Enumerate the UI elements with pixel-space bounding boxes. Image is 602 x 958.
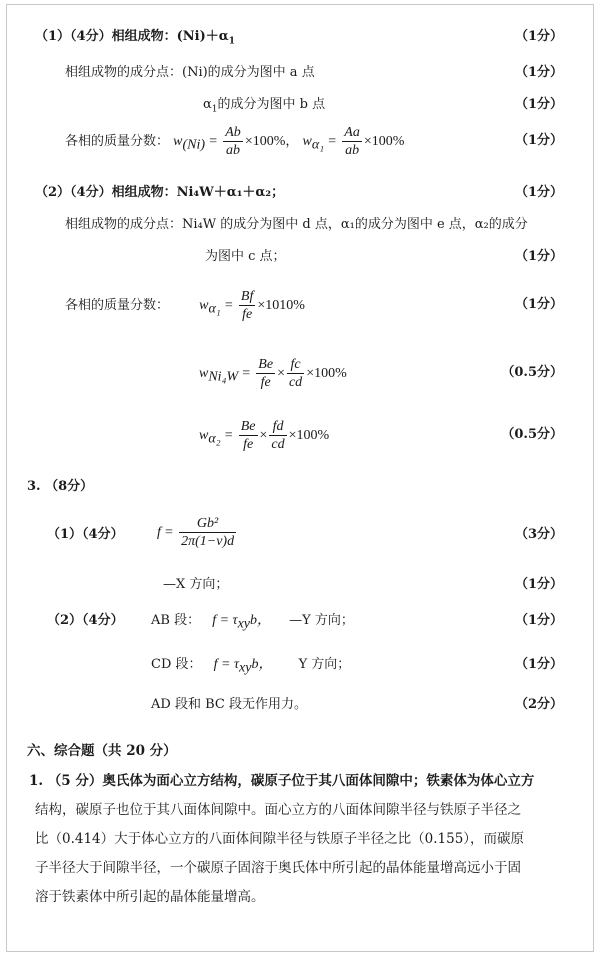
fraction-be (256, 356, 275, 391)
percent: ×100% (244, 134, 286, 149)
score-3: （1分） (514, 97, 563, 112)
percent-3: ×1010% (257, 298, 305, 313)
mass-fraction-label: 各相的质量分数： (65, 134, 170, 149)
ad-bc-segment: AD 段和 BC 段无作用力。 (151, 697, 307, 712)
score-12: （1分） (514, 613, 563, 628)
f-symbol: f (157, 525, 161, 540)
cd-sub: xy (239, 660, 252, 676)
w-symbol-4: w (199, 366, 209, 381)
composition-points-2-cont: 为图中 c 点； (205, 249, 286, 264)
fraction-aa (342, 124, 362, 159)
w-symbol-5: w (199, 428, 209, 443)
fraction-num: Ab (225, 125, 241, 140)
answer-line-1: 1. （5 分）奥氏体为面心立方结构，碳原子位于其八面体间隙中；铁素体为体心立方 (29, 773, 535, 789)
w-symbol-2: w (302, 134, 312, 149)
w-sub-alpha1-2: α₁ (208, 301, 221, 317)
percent-5: ×100% (288, 428, 330, 443)
score-11: （1分） (514, 577, 563, 592)
cd-b: b， (251, 657, 273, 672)
composition-points-2: 相组成物的成分点：Ni₄W 的成分为图中 d 点，α₁的成分为图中 e 点，α₂的成分 (65, 217, 528, 232)
fraction-num-7: fd (269, 418, 286, 436)
fraction-fc (287, 356, 304, 391)
w-sub-alpha2: α₂ (208, 431, 221, 447)
part-2-heading: （2）（4分）相组成物：Ni₄W＋α₁＋α₂； (35, 185, 285, 200)
cd-label: CD 段： (151, 657, 202, 672)
percent-4: ×100% (306, 366, 347, 381)
formula-denominator: 2π(1−ν)d (181, 534, 235, 549)
answer-line-5: 溶于铁素体中所引起的晶体能量增高。 (35, 889, 265, 905)
ab-b: b， (250, 613, 272, 628)
composition-point-ni: 相组成物的成分点：(Ni)的成分为图中 a 点 (65, 65, 315, 80)
mass-fraction-alpha2: $w_{\alpha_2}$ = $\frac{Be}{fe}$ × $\frac{fd}{cd}$ ×100% (199, 419, 330, 452)
percent-2: ×100% (363, 134, 405, 149)
times-symbol: × (277, 366, 285, 381)
w-sub-ni4w: Ni₄W (208, 369, 239, 385)
fraction-be-2 (239, 418, 258, 453)
score-2: （1分） (514, 65, 563, 80)
score-7: （1分） (514, 297, 563, 312)
part-1-heading-text: （1）（4分）相组成物：(Ni)＋α (35, 29, 229, 44)
fraction-bf (239, 288, 255, 323)
w-sub-alpha1: α₁ (311, 137, 325, 153)
question-1-answer (29, 767, 587, 912)
score-9: （0.5分） (501, 427, 563, 442)
fraction-num-3: Bf (240, 289, 254, 304)
comma: ， (285, 134, 299, 149)
times-symbol-2: × (259, 428, 268, 443)
fraction-den-7: cd (271, 437, 285, 452)
fraction-num-2: Aa (344, 125, 360, 140)
x-direction: —X 方向； (163, 577, 229, 592)
ab-label: AB 段： (151, 613, 201, 628)
fraction-num-4: Be (258, 357, 274, 372)
alpha-symbol: α (203, 97, 212, 112)
w-sub-ni: (Ni) (182, 137, 206, 153)
fraction-ab (223, 124, 243, 159)
force-formula (157, 511, 238, 555)
score-4: （1分） (514, 133, 563, 148)
score-1: （1分） (514, 29, 563, 44)
fraction-den-4: fe (260, 375, 271, 390)
mass-fraction-label-2: 各相的质量分数： (65, 298, 170, 313)
section-6-heading: 六、综合题（共 20 分） (27, 743, 177, 759)
formula-numerator: Gb² (179, 515, 236, 533)
composition-point-alpha1 (203, 97, 325, 118)
fraction-num-5: fc (287, 356, 304, 374)
score-6: （1分） (514, 249, 563, 264)
question-3-heading: 3. （8分） (27, 479, 94, 494)
cd-direction: Y 方向； (298, 657, 351, 672)
ab-segment (151, 613, 354, 633)
score-14: （2分） (514, 697, 563, 712)
fraction-den-5: cd (288, 375, 303, 390)
composition-point-alpha1-text: 的成分为图中 b 点 (217, 97, 326, 112)
w-symbol-3: w (199, 298, 209, 313)
fraction-den-3: fe (242, 307, 253, 322)
ab-direction: —Y 方向； (289, 613, 354, 628)
fraction-den: ab (226, 143, 241, 158)
q3-part-2-label: （2）（4分） (47, 613, 124, 628)
score-13: （1分） (514, 657, 563, 672)
score-10: （3分） (514, 527, 563, 542)
answer-line-4: 子半径大于间隙半径，一个碳原子固溶于奥氏体中所引起的晶体能量增高远小于固 (35, 860, 521, 876)
cd-segment (151, 657, 350, 677)
fraction-den-2: ab (345, 143, 360, 158)
ab-formula: f = τ (212, 613, 238, 628)
w-symbol: w (173, 134, 183, 149)
fraction-fd (269, 418, 286, 453)
fraction-gb2 (179, 515, 236, 550)
ab-sub: xy (237, 616, 251, 632)
equals: = (165, 525, 173, 540)
score-5: （1分） (514, 185, 563, 200)
cd-formula: f = τ (213, 657, 240, 672)
part-1-heading-sub: 1 (228, 36, 235, 47)
fraction-den-6: fe (243, 437, 254, 452)
mass-fraction-ni4w: $w_{Ni_4W}$ = $\frac{Be}{fe}$ × $\frac{fc}{cd}$ ×100% (199, 357, 347, 390)
mass-fraction-1: 各相的质量分数： $w_{(Ni)}$ = $\frac{Ab}{ab}$ ×100%， $w_{\alpha_1}$ = $\frac{Aa}{ab}$ ×100% (65, 125, 405, 158)
part-1-heading (35, 29, 235, 50)
mass-fraction-2: 各相的质量分数： $w_{\alpha_1}$ = $\frac{Bf}{fe}$ ×1010% (65, 289, 305, 322)
score-8: （0.5分） (501, 365, 563, 380)
alpha-sub: 1 (211, 104, 218, 115)
q3-part-1-label: （1）（4分） (47, 527, 124, 542)
answer-line-3: 比（0.414）大于体心立方的八面体间隙半径与铁原子半径之比（0.155），而碳原 (35, 831, 525, 847)
answer-sheet (6, 4, 594, 952)
answer-line-2: 结构，碳原子也位于其八面体间隙中。面心立方的八面体间隙半径与铁原子半径之 (35, 802, 521, 818)
fraction-num-6: Be (240, 419, 256, 434)
